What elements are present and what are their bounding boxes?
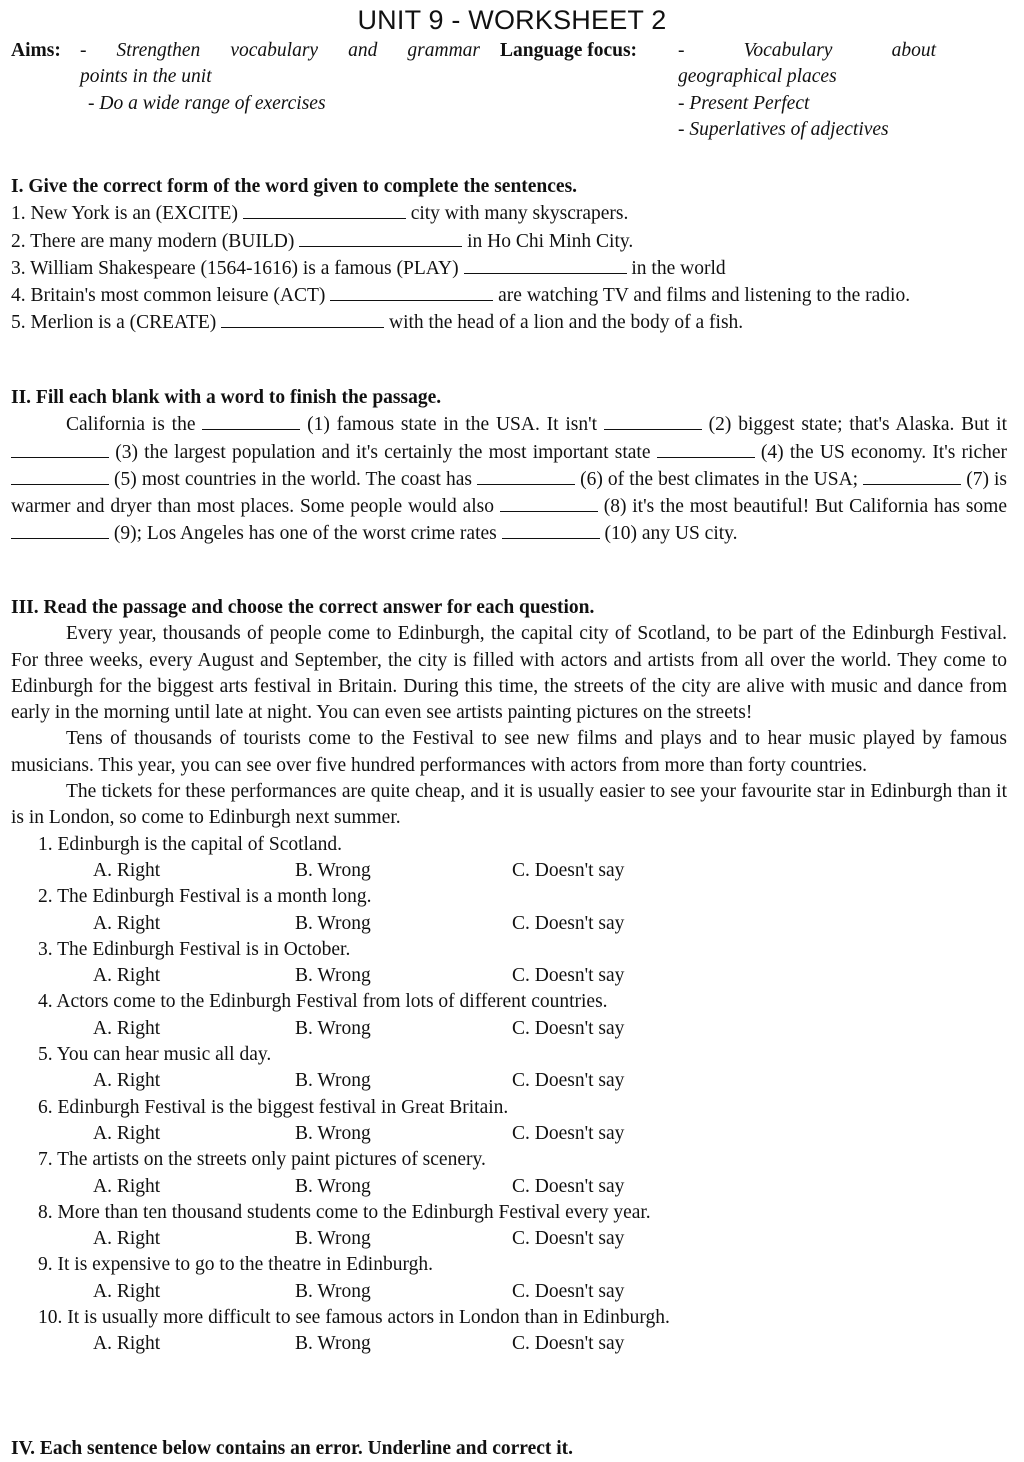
section-error-correction bbox=[11, 1436, 1007, 1462]
aims-label: Aims: bbox=[11, 40, 61, 61]
option-wrong[interactable]: B. Wrong bbox=[295, 1280, 371, 1302]
section-1-heading: I. Give the correct form of the word given to complete the sentences. bbox=[11, 176, 578, 197]
worksheet-title: UNIT 9 - WORKSHEET 2 bbox=[357, 5, 667, 35]
answer-blank-4[interactable] bbox=[657, 439, 755, 458]
question-1-options bbox=[38, 858, 1007, 884]
option-doesnt-say[interactable]: C. Doesn't say bbox=[512, 1280, 625, 1302]
question-8-options bbox=[38, 1226, 1007, 1252]
sentence-text: in the world bbox=[626, 257, 726, 279]
answer-blank-7[interactable] bbox=[863, 466, 961, 485]
section-1-item bbox=[11, 200, 1007, 227]
passage-text: (2) biggest state; that's Alaska. But it bbox=[701, 414, 1007, 436]
option-right[interactable]: A. Right bbox=[93, 1070, 161, 1092]
aims-item-2: - Do a wide range of exercises bbox=[88, 92, 326, 114]
answer-blank-10[interactable] bbox=[502, 520, 600, 539]
reading-paragraph-1: Every year, thousands of people come to Edinburgh, the capital city of Scotland, to be part of the Edinburgh Festival. For three weeks, every August and September, the city is filled with actors and artists from all over the world. They come to Edinburgh for the biggest arts festival in Britain. During this time, the streets of the city are alive with music and dance from early in the morning until late at night. You can even see artists painting pictures on the streets! bbox=[11, 623, 1007, 724]
question-1: 1. Edinburgh is the capital of Scotland. bbox=[38, 833, 343, 855]
option-wrong[interactable]: B. Wrong bbox=[295, 1122, 371, 1144]
option-right[interactable]: A. Right bbox=[93, 859, 161, 881]
answer-blank[interactable] bbox=[243, 200, 406, 219]
section-3-heading: III. Read the passage and choose the correct answer for each question. bbox=[11, 597, 595, 618]
reading-paragraph-2: Tens of thousands of tourists come to the Festival to see new films and plays and to hear music played by famous musicians. This year, you can see over five hundred performances with actors from more than forty countries. bbox=[11, 728, 1007, 776]
question-6: 6. Edinburgh Festival is the biggest festival in Great Britain. bbox=[38, 1096, 509, 1118]
sentence-text: 5. Merlion is a (CREATE) bbox=[11, 312, 222, 334]
question-3: 3. The Edinburgh Festival is in October. bbox=[38, 938, 351, 960]
language-focus-item-1-cont: geographical places bbox=[678, 66, 837, 88]
question-5: 5. You can hear music all day. bbox=[38, 1044, 272, 1066]
option-right[interactable]: A. Right bbox=[93, 1280, 161, 1302]
sentence-text: 4. Britain's most common leisure (ACT) bbox=[11, 285, 331, 307]
section-1-item bbox=[11, 228, 1007, 255]
passage-text: (7) is warmer and dryer than most places. Some people would also bbox=[11, 468, 1008, 518]
language-focus-list bbox=[678, 38, 936, 143]
section-1-item bbox=[11, 309, 1007, 336]
question-4: 4. Actors come to the Edinburgh Festival from lots of different countries. bbox=[38, 991, 608, 1013]
option-right[interactable]: A. Right bbox=[93, 1122, 161, 1144]
section-reading bbox=[11, 595, 1007, 1358]
sentence-text: 1. New York is an (EXCITE) bbox=[11, 203, 243, 225]
language-focus-item-1: - Vocabulary about bbox=[678, 40, 936, 61]
section-word-form bbox=[11, 174, 1007, 337]
option-right[interactable]: A. Right bbox=[93, 912, 161, 934]
answer-blank[interactable] bbox=[221, 309, 384, 328]
option-right[interactable]: A. Right bbox=[93, 965, 161, 987]
section-fill-passage bbox=[11, 385, 1007, 548]
section-2-heading: II. Fill each blank with a word to finish the passage. bbox=[11, 387, 442, 408]
option-wrong[interactable]: B. Wrong bbox=[295, 859, 371, 881]
option-doesnt-say[interactable]: C. Doesn't say bbox=[512, 1122, 625, 1144]
option-wrong[interactable]: B. Wrong bbox=[295, 1017, 371, 1039]
option-doesnt-say[interactable]: C. Doesn't say bbox=[512, 1017, 625, 1039]
answer-blank-8[interactable] bbox=[500, 493, 598, 512]
passage-text: (4) the US economy. It's richer bbox=[754, 441, 1008, 463]
language-focus-label: Language focus: bbox=[500, 40, 638, 61]
option-wrong[interactable]: B. Wrong bbox=[295, 1333, 371, 1355]
answer-blank-9[interactable] bbox=[11, 520, 109, 539]
passage-text: (8) it's the most beautiful! But California has some bbox=[597, 496, 1007, 518]
question-10-options bbox=[38, 1331, 1007, 1357]
question-5-options bbox=[38, 1068, 1007, 1094]
passage-text: (6) of the best climates in the USA; bbox=[575, 468, 864, 490]
aims-item-1-cont: points in the unit bbox=[80, 66, 212, 88]
option-wrong[interactable]: B. Wrong bbox=[295, 965, 371, 987]
question-3-options bbox=[38, 963, 1007, 989]
option-right[interactable]: A. Right bbox=[93, 1228, 161, 1250]
language-focus-item-2: - Present Perfect bbox=[678, 92, 810, 114]
question-7-options bbox=[38, 1174, 1007, 1200]
reading-paragraph-3: The tickets for these performances are quite cheap, and it is usually easier to see your favourite star in Edinburgh than it is in London, so come to Edinburgh next summer. bbox=[11, 781, 1007, 829]
option-doesnt-say[interactable]: C. Doesn't say bbox=[512, 1070, 625, 1092]
passage-text: (9); Los Angeles has one of the worst crime rates bbox=[109, 523, 502, 545]
answer-blank-5[interactable] bbox=[11, 466, 109, 485]
question-6-options bbox=[38, 1121, 1007, 1147]
question-8: 8. More than ten thousand students come to the Edinburgh Festival every year. bbox=[38, 1201, 651, 1223]
question-7: 7. The artists on the streets only paint pictures of scenery. bbox=[38, 1149, 486, 1171]
language-focus-item-3: - Superlatives of adjectives bbox=[678, 118, 889, 140]
section-1-item bbox=[11, 282, 1007, 309]
option-right[interactable]: A. Right bbox=[93, 1017, 161, 1039]
section-4-heading: IV. Each sentence below contains an error. Underline and correct it. bbox=[11, 1438, 574, 1459]
passage-text: (5) most countries in the world. The coast has bbox=[109, 468, 478, 490]
answer-blank-2[interactable] bbox=[604, 411, 702, 430]
sentence-text: 2. There are many modern (BUILD) bbox=[11, 230, 300, 252]
question-2: 2. The Edinburgh Festival is a month long. bbox=[38, 886, 372, 908]
cloze-passage bbox=[11, 411, 1007, 547]
option-doesnt-say[interactable]: C. Doesn't say bbox=[512, 1228, 625, 1250]
option-right[interactable]: A. Right bbox=[93, 1175, 161, 1197]
option-doesnt-say[interactable]: C. Doesn't say bbox=[512, 965, 625, 987]
option-wrong[interactable]: B. Wrong bbox=[295, 1070, 371, 1092]
question-4-options bbox=[38, 1016, 1007, 1042]
question-10: 10. It is usually more difficult to see famous actors in London than in Edinburgh. bbox=[38, 1307, 670, 1329]
question-9: 9. It is expensive to go to the theatre in Edinburgh. bbox=[38, 1254, 433, 1276]
option-doesnt-say[interactable]: C. Doesn't say bbox=[512, 912, 625, 934]
option-doesnt-say[interactable]: C. Doesn't say bbox=[512, 1175, 625, 1197]
answer-blank[interactable] bbox=[330, 282, 493, 301]
sentence-text: city with many skyscrapers. bbox=[405, 203, 629, 225]
question-list bbox=[11, 832, 1007, 1358]
sentence-text: with the head of a lion and the body of a fish. bbox=[384, 312, 744, 334]
option-wrong[interactable]: B. Wrong bbox=[295, 1175, 371, 1197]
option-wrong[interactable]: B. Wrong bbox=[295, 912, 371, 934]
option-right[interactable]: A. Right bbox=[93, 1333, 161, 1355]
passage-text: (10) any US city. bbox=[599, 523, 738, 545]
sentence-text: 3. William Shakespeare (1564-1616) is a famous (PLAY) bbox=[11, 257, 464, 279]
section-1-item bbox=[11, 255, 1007, 282]
answer-blank-3[interactable] bbox=[11, 439, 109, 458]
sentence-text: are watching TV and films and listening to the radio. bbox=[493, 285, 911, 307]
passage-text: (3) the largest population and it's certainly the most important state bbox=[109, 441, 657, 463]
question-2-options bbox=[38, 911, 1007, 937]
option-doesnt-say[interactable]: C. Doesn't say bbox=[512, 859, 625, 881]
aims-item-1: - Strengthen vocabulary and grammar bbox=[80, 40, 480, 61]
aims-list bbox=[80, 38, 480, 117]
answer-blank-6[interactable] bbox=[477, 466, 575, 485]
question-9-options bbox=[38, 1279, 1007, 1305]
passage-text: California is the bbox=[66, 414, 203, 436]
answer-blank[interactable] bbox=[299, 228, 462, 247]
passage-text: (1) famous state in the USA. It isn't bbox=[300, 414, 604, 436]
option-wrong[interactable]: B. Wrong bbox=[295, 1228, 371, 1250]
sentence-text: in Ho Chi Minh City. bbox=[462, 230, 634, 252]
option-doesnt-say[interactable]: C. Doesn't say bbox=[512, 1333, 625, 1355]
answer-blank-1[interactable] bbox=[202, 411, 300, 430]
answer-blank[interactable] bbox=[464, 255, 627, 274]
